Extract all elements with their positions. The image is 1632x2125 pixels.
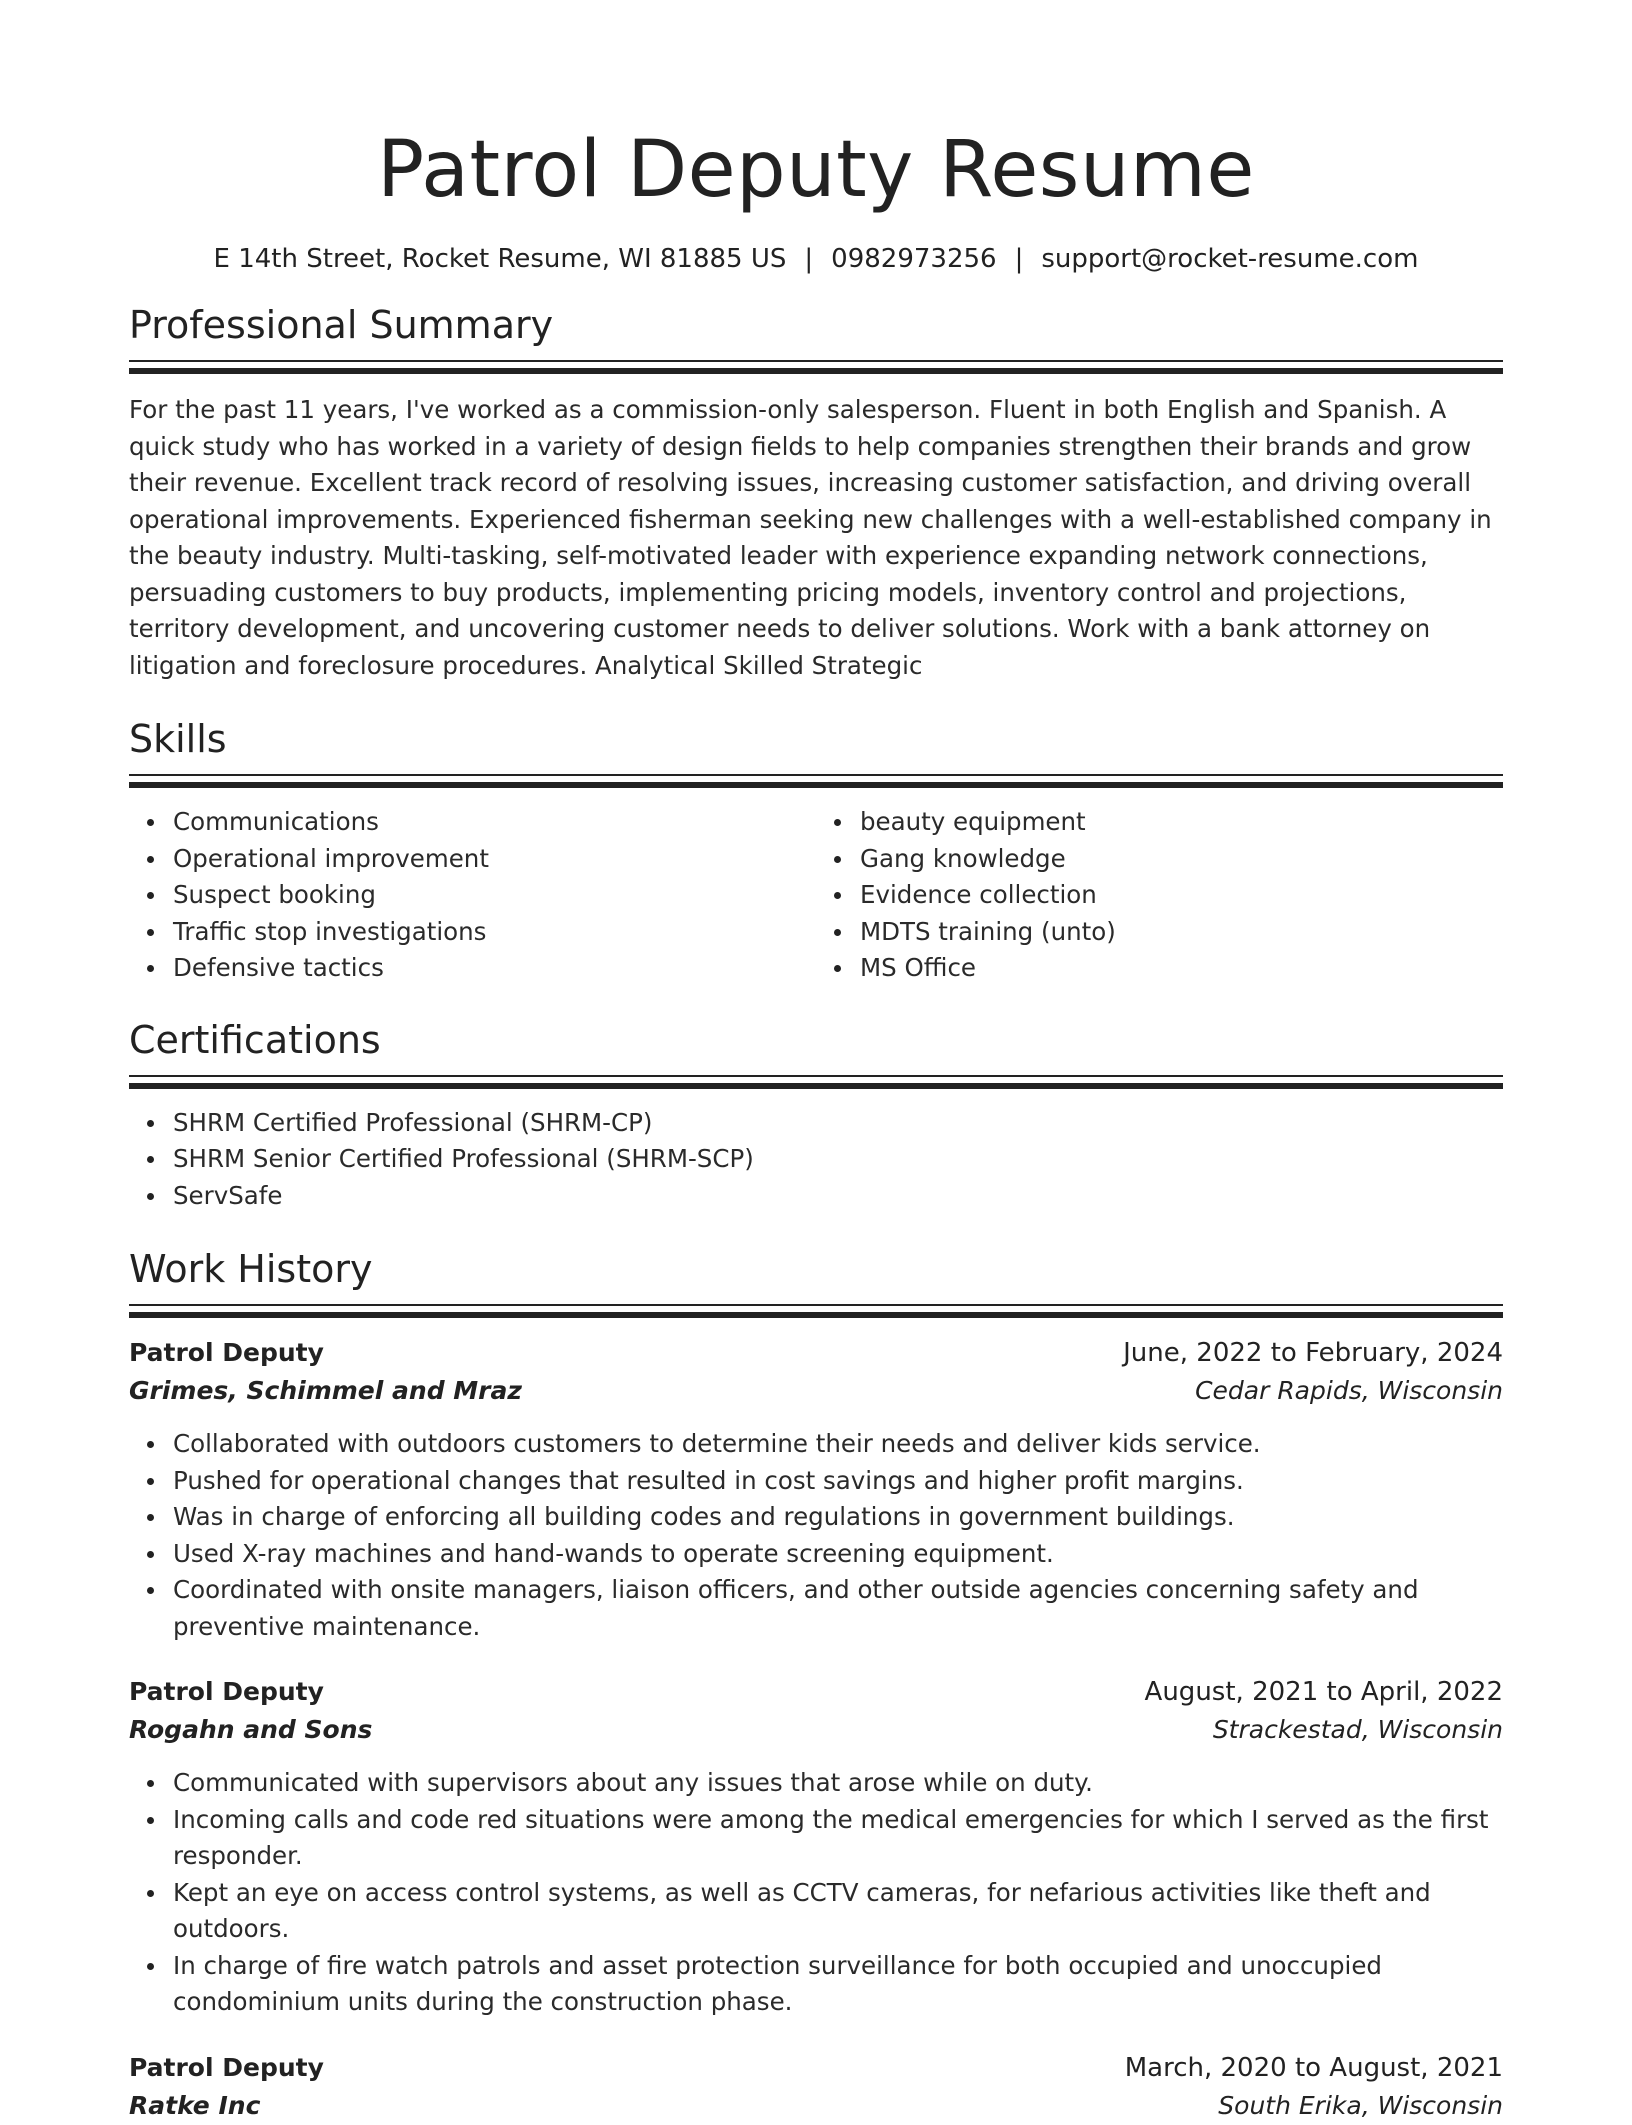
job-bullet: Was in charge of enforcing all building codes and regulations in government buildings.: [129, 1499, 1503, 1536]
resume-title: Patrol Deputy Resume: [377, 125, 1255, 215]
job-bullet: Pushed for operational changes that resulted in cost savings and higher profit margins.: [129, 1463, 1503, 1500]
job-dates: June, 2022 to February, 2024: [1123, 1338, 1503, 1368]
skills-right-list: [816, 804, 1503, 987]
job-subheader-row: [129, 1711, 1503, 1749]
job-company: Grimes, Schimmel and Mraz: [129, 1376, 522, 1405]
job-company: Ratke Inc: [129, 2090, 261, 2120]
skill-item: beauty equipment: [816, 804, 1503, 841]
contact-separator: |: [804, 244, 814, 274]
job-entry: [129, 1334, 1503, 1645]
skill-item: Evidence collection: [816, 877, 1503, 914]
summary-section: [129, 302, 1503, 684]
job-bullet: In charge of fire watch patrols and asset protection surveillance for both occupied and unoccupied condominium units during the construction phase.: [129, 1948, 1503, 2021]
section-divider: [129, 1075, 1503, 1089]
section-divider: [129, 774, 1503, 788]
certifications-heading: Certifications: [129, 1017, 381, 1062]
job-title: Patrol Deputy: [129, 1677, 324, 1706]
skills-grid: [129, 804, 1503, 987]
job-subheader-row: [129, 2087, 1503, 2125]
job-bullet: Used X-ray machines and hand-wands to operate screening equipment.: [129, 1536, 1503, 1573]
job-header-row: [129, 1334, 1503, 1372]
section-divider: [129, 360, 1503, 374]
skill-item: Communications: [129, 804, 816, 841]
job-title: Patrol Deputy: [129, 2052, 324, 2082]
job-bullets: [129, 1765, 1503, 2021]
job-bullet: Coordinated with onsite managers, liaison officers, and other outside agencies concerning safety and preventive maintenance.: [129, 1572, 1503, 1645]
certification-item: SHRM Senior Certified Professional (SHRM-SCP): [129, 1141, 1503, 1178]
work-history-heading: Work History: [129, 1247, 373, 1291]
skills-heading: Skills: [129, 717, 227, 761]
job-bullet: Collaborated with outdoors customers to determine their needs and deliver kids service.: [129, 1426, 1503, 1463]
skill-item: Gang knowledge: [816, 841, 1503, 878]
job-header-row: [129, 2049, 1503, 2087]
certification-item: SHRM Certified Professional (SHRM-CP): [129, 1105, 1503, 1142]
job-bullets: [129, 1426, 1503, 1645]
contact-line: [129, 242, 1503, 276]
contact-address: E 14th Street, Rocket Resume, WI 81885 US: [213, 244, 787, 274]
certification-item: ServSafe: [129, 1178, 1503, 1215]
skill-item: MS Office: [816, 950, 1503, 987]
job-bullet: Communicated with supervisors about any issues that arose while on duty.: [129, 1765, 1503, 1802]
job-entry: [129, 1673, 1503, 2021]
certifications-list: [129, 1105, 1503, 1215]
job-entry: [129, 2049, 1503, 2125]
contact-separator: |: [1014, 244, 1024, 274]
job-dates: August, 2021 to April, 2022: [1144, 1677, 1503, 1707]
job-bullet: Incoming calls and code red situations were among the medical emergencies for which I served as the first responder.: [129, 1802, 1503, 1875]
skills-left-list: [129, 804, 816, 987]
job-location: South Erika, Wisconsin: [1218, 2090, 1503, 2120]
skill-item: Defensive tactics: [129, 950, 816, 987]
skill-item: Operational improvement: [129, 841, 816, 878]
skill-item: MDTS training (unto): [816, 914, 1503, 951]
skills-section: [129, 716, 1503, 987]
summary-text: For the past 11 years, I've worked as a commission-only salesperson. Fluent in both English and Spanish. A quick study who has worked in a variety of design fields to help companies strengthen their brands and grow their revenue. Excellent track record of resolving issues, increasing customer satisfaction, and driving overall operational improvements. Experienced fisherman seeking new challenges with a well-established company in the beauty industry. Multi-tasking, self-motivated leader with experience expanding network connections, persuading customers to buy products, implementing pricing models, inventory control and projections, territory development, and uncovering customer needs to deliver solutions. Work with a bank attorney on litigation and foreclosure procedures. Analytical Skilled Strategic: [129, 395, 1492, 680]
job-location: Cedar Rapids, Wisconsin: [1195, 1376, 1503, 1405]
job-location: Strackestad, Wisconsin: [1212, 1715, 1503, 1744]
skill-item: Suspect booking: [129, 877, 816, 914]
contact-phone: 0982973256: [831, 244, 997, 274]
skill-item: Traffic stop investigations: [129, 914, 816, 951]
contact-email: support@rocket-resume.com: [1041, 244, 1419, 274]
section-divider: [129, 1304, 1503, 1318]
summary-heading: Professional Summary: [129, 303, 554, 347]
job-dates: March, 2020 to August, 2021: [1124, 2052, 1503, 2083]
job-company: Rogahn and Sons: [129, 1715, 373, 1744]
job-bullet: Kept an eye on access control systems, as well as CCTV cameras, for nefarious activities like theft and outdoors.: [129, 1875, 1503, 1948]
job-title: Patrol Deputy: [129, 1338, 324, 1367]
job-subheader-row: [129, 1372, 1503, 1410]
certifications-section: [129, 1017, 1503, 1215]
job-header-row: [129, 1673, 1503, 1711]
work-history-section: [129, 1246, 1503, 2125]
